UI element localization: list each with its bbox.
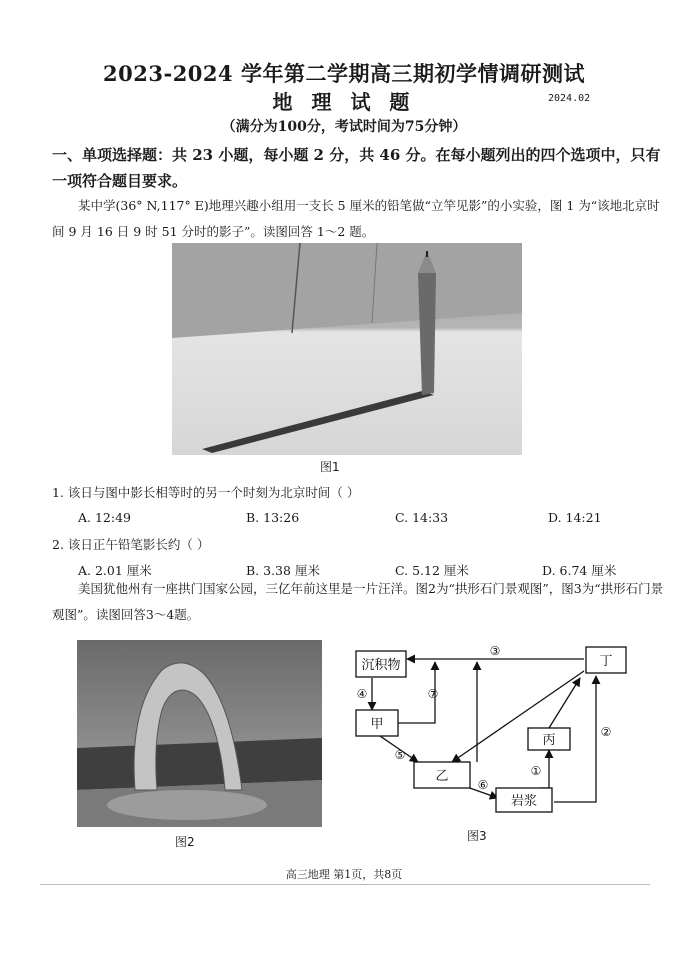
arrow-label-1: ① bbox=[530, 764, 542, 778]
node-bing: 丙 bbox=[542, 733, 556, 748]
arrow-label-5: ⑤ bbox=[394, 748, 406, 762]
exam-title: 2023-2024 学年第二学期高三期初学情调研测试 bbox=[103, 61, 585, 86]
q2-option-d: D. 6.74 厘米 bbox=[542, 563, 617, 578]
question-1-stem: 1. 该日与图中影长相等时的另一个时刻为北京时间（ ） bbox=[52, 485, 360, 500]
q1-option-d: D. 14:21 bbox=[548, 510, 602, 525]
q2-option-a: A. 2.01 厘米 bbox=[78, 563, 152, 578]
q1-option-a: A. 12:49 bbox=[78, 510, 131, 525]
footer-divider bbox=[40, 884, 650, 885]
q1-option-c: C. 14:33 bbox=[395, 510, 449, 525]
node-sediment: 沉积物 bbox=[361, 658, 401, 673]
subject-title: 地 理 试 题 bbox=[272, 90, 416, 114]
node-yi: 乙 bbox=[435, 769, 449, 784]
intro-paragraph-1: 某中学(36° N,117° E)地理兴趣小组用一支长 5 厘米的铅笔做“立竿见影”的小实验，图 1 为“该地北京时间 9 月 16 日 9 时 51 分时的影子”。读图回答 1～2 题。 bbox=[52, 198, 660, 239]
arch-landscape-illustration bbox=[77, 640, 322, 827]
question-2-stem: 2. 该日正午铅笔影长约（ ） bbox=[52, 537, 210, 552]
intro-paragraph-2: 美国犹他州有一座拱门国家公园，三亿年前这里是一片汪洋。图2为“拱形石门景观图”，图3为“拱形石门景观图”。读图回答3～4题。 bbox=[52, 581, 664, 622]
scoring-info: （满分为100分，考试时间为75分钟） bbox=[221, 119, 467, 135]
pencil-shadow-illustration bbox=[172, 243, 522, 455]
q2-option-b: B. 3.38 厘米 bbox=[246, 563, 320, 578]
section-heading: 一、单项选择题：共 23 小题，每小题 2 分，共 46 分。在每小题列出的四个选项中，只有一项符合题目要求。 bbox=[52, 146, 661, 190]
exam-date: 2024.02 bbox=[548, 93, 591, 104]
arrow-label-2: ② bbox=[600, 725, 612, 739]
figure-3-rock-cycle-diagram bbox=[340, 638, 640, 818]
node-magma: 岩浆 bbox=[510, 794, 538, 809]
figure-2-photo bbox=[77, 640, 322, 827]
page-footer: 高三地理 第1页，共8页 bbox=[285, 868, 403, 881]
arrow-label-3: ③ bbox=[489, 644, 501, 658]
figure-1-caption: 图1 bbox=[320, 460, 340, 474]
arrow-label-7: ⑦ bbox=[427, 687, 439, 701]
figure-3-caption: 图3 bbox=[467, 829, 487, 843]
q1-option-b: B. 13:26 bbox=[246, 510, 300, 525]
q2-option-c: C. 5.12 厘米 bbox=[395, 563, 469, 578]
arrow-label-6: ⑥ bbox=[477, 778, 489, 792]
node-jia: 甲 bbox=[370, 717, 384, 732]
arrow-label-4: ④ bbox=[356, 687, 368, 701]
node-ding: 丁 bbox=[599, 654, 613, 669]
figure-2-caption: 图2 bbox=[175, 835, 195, 849]
figure-1-photo bbox=[172, 243, 522, 455]
